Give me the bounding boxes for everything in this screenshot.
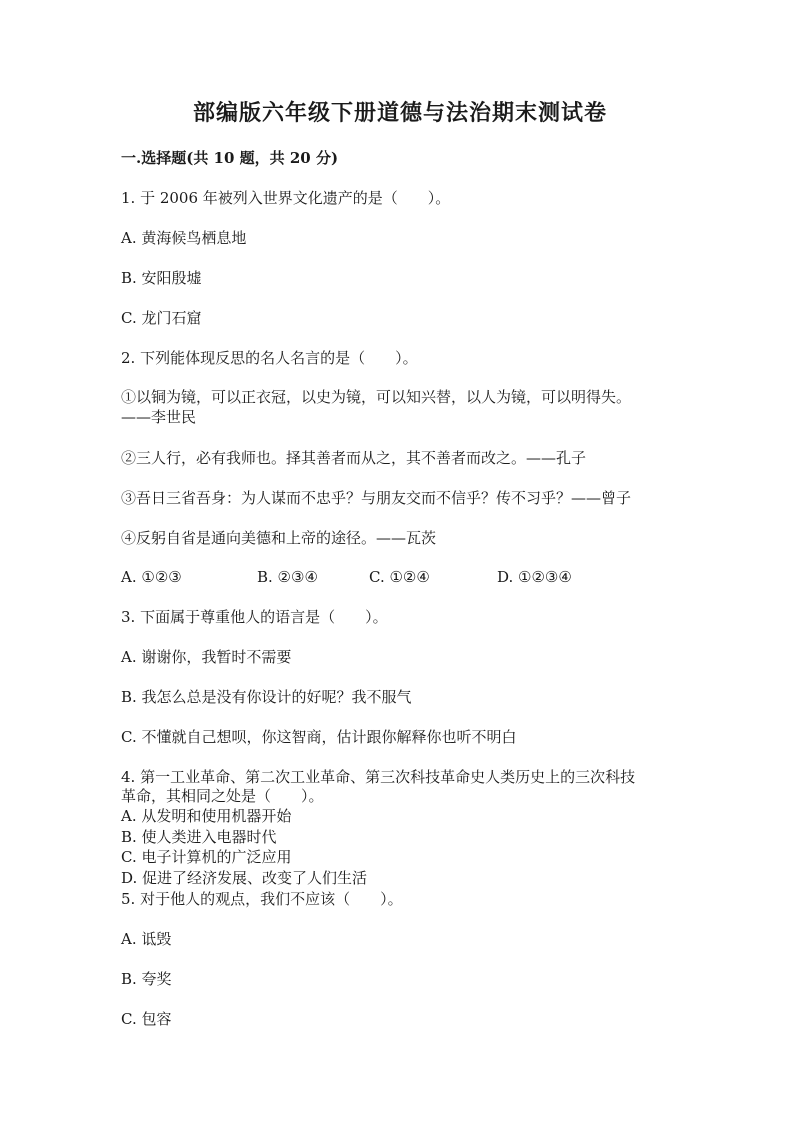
question-4-option-c: C. 电子计算机的广泛应用 (121, 848, 292, 866)
question-4-option-a: A. 从发明和使用机器开始 (121, 807, 292, 825)
question-2-stem: 2. 下列能体现反思的名人名言的是（ ）。 (121, 349, 418, 367)
question-4-option-b: B. 使人类进入电器时代 (121, 828, 277, 846)
question-2-option-a: A. ①②③ (121, 568, 182, 586)
question-2-statement-2: ②三人行，必有我师也。择其善者而从之，其不善者而改之。——孔子 (121, 449, 587, 467)
question-2-option-d: D. ①②③④ (497, 568, 572, 586)
question-2-statement-3: ③吾日三省吾身：为人谋而不忠乎？与朋友交而不信乎？传不习乎？——曾子 (121, 489, 632, 507)
question-4-option-d: D. 促进了经济发展、改变了人们生活 (121, 869, 368, 887)
section-heading: 一.选择题(共 10 题，共 20 分) (121, 149, 339, 167)
question-2-statement-4: ④反躬自省是通向美德和上帝的途径。——瓦茨 (121, 529, 437, 547)
question-5-stem: 5. 对于他人的观点，我们不应该（ ）。 (121, 890, 403, 908)
page-title: 部编版六年级下册道德与法治期末测试卷 (192, 100, 607, 126)
question-1-stem: 1. 于 2006 年被列入世界文化遗产的是（ ）。 (121, 189, 451, 207)
question-1-option-b: B. 安阳殷墟 (121, 269, 202, 287)
question-4-stem-line-1: 4. 第一工业革命、第二次工业革命、第三次科技革命史人类历史上的三次科技 (121, 768, 636, 786)
question-3-option-b: B. 我怎么总是没有你设计的好呢？我不服气 (121, 688, 412, 706)
question-4-stem-line-2: 革命，其相同之处是（ ）。 (121, 787, 324, 805)
question-5-option-a: A. 诋毁 (121, 930, 172, 948)
question-2-statement-1: ①以铜为镜，可以正衣冠，以史为镜，可以知兴替，以人为镜，可以明得失。 (121, 388, 632, 406)
question-3-option-a: A. 谢谢你，我暂时不需要 (121, 648, 292, 666)
question-2-statement-1-author: ——李世民 (121, 408, 197, 426)
question-2-option-b: B. ②③④ (257, 568, 318, 586)
question-1-option-c: C. 龙门石窟 (121, 309, 202, 327)
question-1-option-a: A. 黄海候鸟栖息地 (121, 229, 247, 247)
question-3-stem: 3. 下面属于尊重他人的语言是（ ）。 (121, 608, 388, 626)
question-2-option-c: C. ①②④ (369, 568, 430, 586)
question-5-option-c: C. 包容 (121, 1010, 172, 1028)
question-3-option-c: C. 不懂就自己想呗，你这智商，估计跟你解释你也听不明白 (121, 728, 517, 746)
question-5-option-b: B. 夸奖 (121, 970, 172, 988)
